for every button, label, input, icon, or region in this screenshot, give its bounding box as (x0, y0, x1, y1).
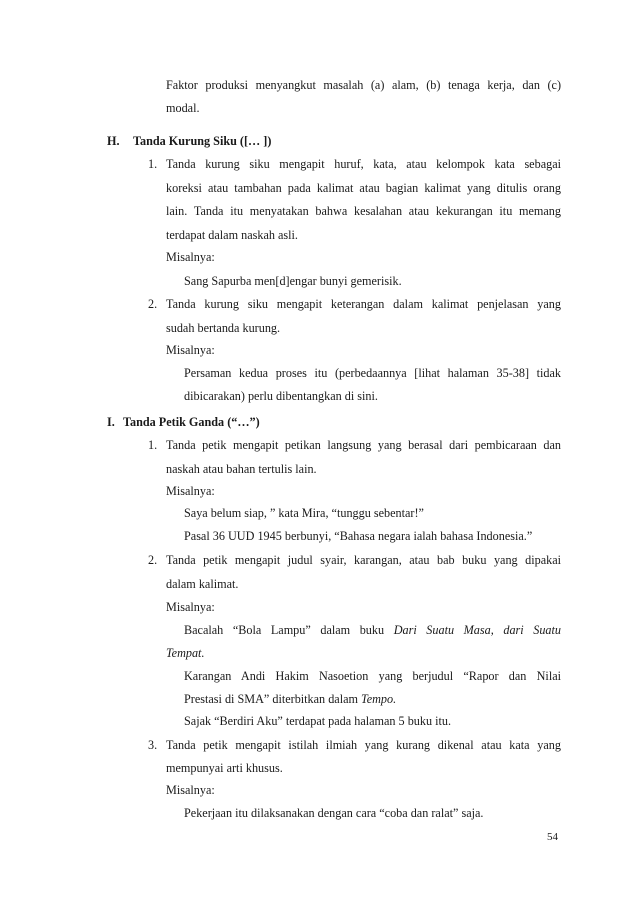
i-item-1-example-2: Pasal 36 UUD 1945 berbunyi, “Bahasa negara ialah bahasa Indonesia.” (184, 529, 533, 543)
h-item-1-line-3: lain. Tanda itu menyatakan bahwa kesalahan atau kekurangan itu memang (166, 204, 561, 218)
i-item-1-line-1: Tanda petik mengapit petikan langsung yang berasal dari pembicaraan dan (166, 438, 561, 452)
h-item-1-line-1: Tanda kurung siku mengapit huruf, kata, atau kelompok kata sebagai (166, 157, 561, 171)
h-item-2-line-2: sudah bertanda kurung. (166, 321, 281, 335)
i-item-1-line-2: naskah atau bahan tertulis lain. (166, 462, 317, 476)
h-item-1-number: 1. (148, 157, 158, 171)
i-item-2-example-1-book-title-cont: Tempat. (166, 646, 205, 660)
h-item-2-number: 2. (148, 297, 158, 311)
i-item-2-line-2: dalam kalimat. (166, 577, 239, 591)
section-h-marker: H. (107, 134, 120, 148)
i-item-2-example-1-line-2 (166, 645, 205, 661)
i-item-2-example-label: Misalnya: (166, 600, 215, 614)
h-item-2-example-line-1: Persaman kedua proses itu (perbedaannya [lihat halaman 35-38] tidak (184, 366, 561, 380)
h-item-1-line-2: koreksi atau tambahan pada kalimat atau bagian kalimat yang ditulis orang (166, 181, 561, 195)
h-item-2-line-1: Tanda kurung siku mengapit keterangan dalam kalimat penjelasan yang (166, 297, 561, 311)
h-item-1-line-4: terdapat dalam naskah asli. (166, 228, 298, 242)
h-item-2-example-label: Misalnya: (166, 343, 215, 357)
i-item-2-number: 2. (148, 553, 158, 567)
intro-line-2: modal. (166, 101, 200, 115)
i-item-2-line-1: Tanda petik mengapit judul syair, karangan, atau bab buku yang dipakai (166, 553, 561, 567)
page-number: 54 (547, 831, 558, 843)
i-item-2-example-2-line-1: Karangan Andi Hakim Nasoetion yang berjudul “Rapor dan Nilai (184, 669, 561, 683)
i-item-3-line-2: mempunyai arti khusus. (166, 761, 283, 775)
i-item-2-example-2-line-2 (184, 691, 396, 707)
intro-line-1: Faktor produksi menyangkut masalah (a) alam, (b) tenaga kerja, dan (c) (166, 78, 561, 92)
i-item-3-example-label: Misalnya: (166, 783, 215, 797)
i-item-1-example-label: Misalnya: (166, 484, 215, 498)
h-item-1-example-label: Misalnya: (166, 250, 215, 264)
i-item-3-number: 3. (148, 738, 158, 752)
i-item-3-line-1: Tanda petik mengapit istilah ilmiah yang kurang dikenal atau kata yang (166, 738, 561, 752)
i-item-2-example-2-text: Prestasi di SMA” diterbitkan dalam (184, 692, 358, 706)
h-item-1-example: Sang Sapurba men[d]engar bunyi gemerisik. (184, 274, 402, 288)
section-i-marker: I. (107, 415, 115, 429)
i-item-2-example-3: Sajak “Berdiri Aku” terdapat pada halaman 5 buku itu. (184, 714, 452, 728)
i-item-1-number: 1. (148, 438, 158, 452)
i-item-3-example: Pekerjaan itu dilaksanakan dengan cara “coba dan ralat” saja. (184, 806, 484, 820)
section-h-title: Tanda Kurung Siku ([… ]) (133, 134, 272, 148)
section-i-title: Tanda Petik Ganda (“…”) (123, 415, 260, 429)
i-item-1-example-1: Saya belum siap, ” kata Mira, “tunggu sebentar!” (184, 506, 424, 520)
i-item-2-example-1-line-1 (184, 622, 561, 638)
h-item-2-example-line-2: dibicarakan) perlu dibentangkan di sini. (184, 389, 378, 403)
i-item-2-example-1-book-title: Dari Suatu Masa, dari Suatu (393, 623, 562, 637)
i-item-2-example-1-text: Bacalah “Bola Lampu” dalam buku (184, 623, 385, 637)
i-item-2-example-2-magazine: Tempo. (361, 692, 397, 706)
